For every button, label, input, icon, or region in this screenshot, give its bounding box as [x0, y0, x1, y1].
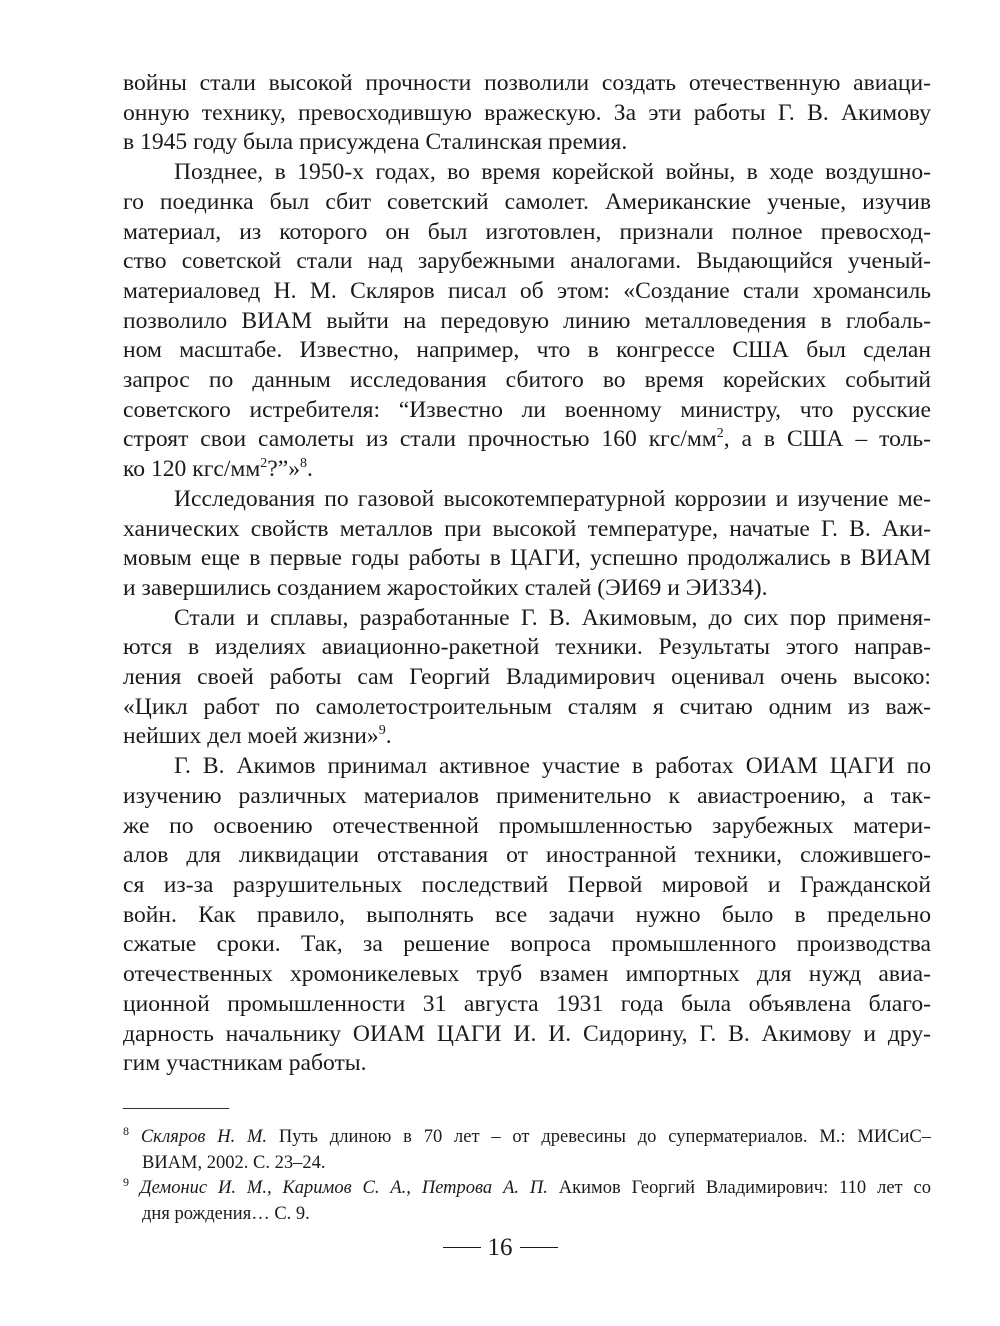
text-line: советского истребителя: “Известно ли военному министру, что русские: [123, 396, 931, 423]
text-line: Стали и сплавы, разработанные Г. В. Акимовым, до сих пор применя-: [174, 604, 931, 631]
text-line: войны стали высокой прочности позволили создать отечественную авиаци-: [123, 70, 931, 96]
text-line: сжатые сроки. Так, за решение вопроса промышленного производства: [123, 931, 931, 958]
text-line: войн. Как правило, выполнять все задачи нужно было в предельно: [123, 901, 931, 928]
text-line: ционной промышленности 31 августа 1931 года была объявлена благо-: [123, 990, 931, 1017]
text-line: в 1945 году была присуждена Сталинская премия.: [123, 129, 628, 156]
page-number: 16: [0, 1234, 1000, 1262]
text-line: же по освоению отечественной промышленностью зарубежных матери-: [123, 812, 931, 839]
footnote-ref-9[interactable]: 9: [378, 723, 386, 739]
text-line: Позднее, в 1950-х годах, во время корейской войны, в ходе воздушно-: [174, 159, 931, 186]
body-text: [123, 69, 931, 1079]
text-line: ся из-за разрушительных последствий Первой мировой и Гражданской: [123, 871, 931, 898]
text-line: строят свои самолеты из стали прочностью 160 кгс/$мм^2$, а в США – толь-: [123, 426, 931, 453]
text-line: материал, из которого он был изготовлен, признали полное превосход-: [123, 218, 931, 245]
text-line: Г. В. Акимов принимал активное участие в работах ОИАМ ЦАГИ по: [174, 753, 931, 780]
footnote-divider: [123, 1108, 229, 1109]
text-line: ханических свойств металлов при высокой температуре, начатые Г. В. Аки-: [123, 515, 931, 542]
footnotes: [123, 1125, 931, 1227]
text-line: запрос по данным исследования сбитого во время корейских событий: [123, 367, 931, 394]
footnote-author: Скляров Н. М.: [140, 1127, 268, 1147]
footnote-author: Демонис И. М., Каримов С. А., Петрова А. П.: [139, 1178, 548, 1198]
text-line: изучению различных материалов применительно к авиастроению, а так-: [123, 782, 931, 809]
text-line: го поединка был сбит советский самолет. Американские ученые, изучив: [123, 188, 931, 215]
text-line: ления своей работы сам Георгий Владимирович оценивал очень высоко:: [123, 664, 931, 691]
text-line: и завершились созданием жаростойких сталей (ЭИ69 и ЭИ334).: [123, 574, 768, 601]
text-line: дарность начальнику ОИАМ ЦАГИ И. И. Сидорину, Г. В. Акимову и дру-: [123, 1020, 931, 1047]
text-line: нейших дел моей жизни»$^9$.: [123, 723, 392, 750]
text-line: «Цикл работ по самолетостроительным сталям я считаю одним из важ-: [123, 693, 931, 720]
footnote-ref-8[interactable]: 8: [300, 456, 308, 472]
footnote-8: $^8$ Скляров Н. М. Путь длиною в 70 лет – от древесины до суперматериалов. М.: МИСиС– ВИАМ, 2002. С. 23–24.: [123, 1124, 932, 1173]
text-line: мовым еще в первые годы работы в ЦАГИ, успешно продолжались в ВИАМ: [123, 545, 931, 572]
text-line: ном масштабе. Известно, например, что в конгрессе США был сделан: [123, 337, 931, 364]
page-number-dash: [443, 1247, 481, 1248]
text-line: алов для ликвидации отставания от иностранной техники, сложившего-: [123, 842, 931, 869]
footnote-9: $^9$ Демонис И. М., Каримов С. А., Петрова А. П. Акимов Георгий Владимирович: 110 лет со дня рождения… С. 9.: [123, 1175, 931, 1224]
text-line: материаловед Н. М. Скляров писал об этом: «Создание стали хромансиль: [123, 277, 931, 304]
text-line: ство советской стали над зарубежными аналогами. Выдающийся ученый-: [123, 248, 931, 275]
text-line: ко 120 кгс/$мм^2?”»^8$.: [123, 456, 313, 483]
text-line: ются в изделиях авиационно-ракетной техники. Результаты этого направ-: [123, 634, 931, 661]
text-line: отечественных хромоникелевых труб взамен импортных для нужд авиа-: [123, 961, 931, 988]
text-line: Исследования по газовой высокотемпературной коррозии и изучение ме-: [174, 485, 931, 512]
text-line: гим участникам работы.: [123, 1050, 367, 1077]
footnote-marker: 8: [123, 1124, 129, 1138]
superscript: 2: [260, 456, 268, 472]
superscript: 2: [716, 426, 724, 442]
footnote-marker: 9: [123, 1175, 129, 1189]
text-line: позволило ВИАМ выйти на передовую линию металловедения в глобаль-: [123, 307, 931, 334]
page-number-dash: [520, 1247, 558, 1248]
text-line: онную технику, превосходившую вражескую. За эти работы Г. В. Акимову: [123, 99, 931, 126]
